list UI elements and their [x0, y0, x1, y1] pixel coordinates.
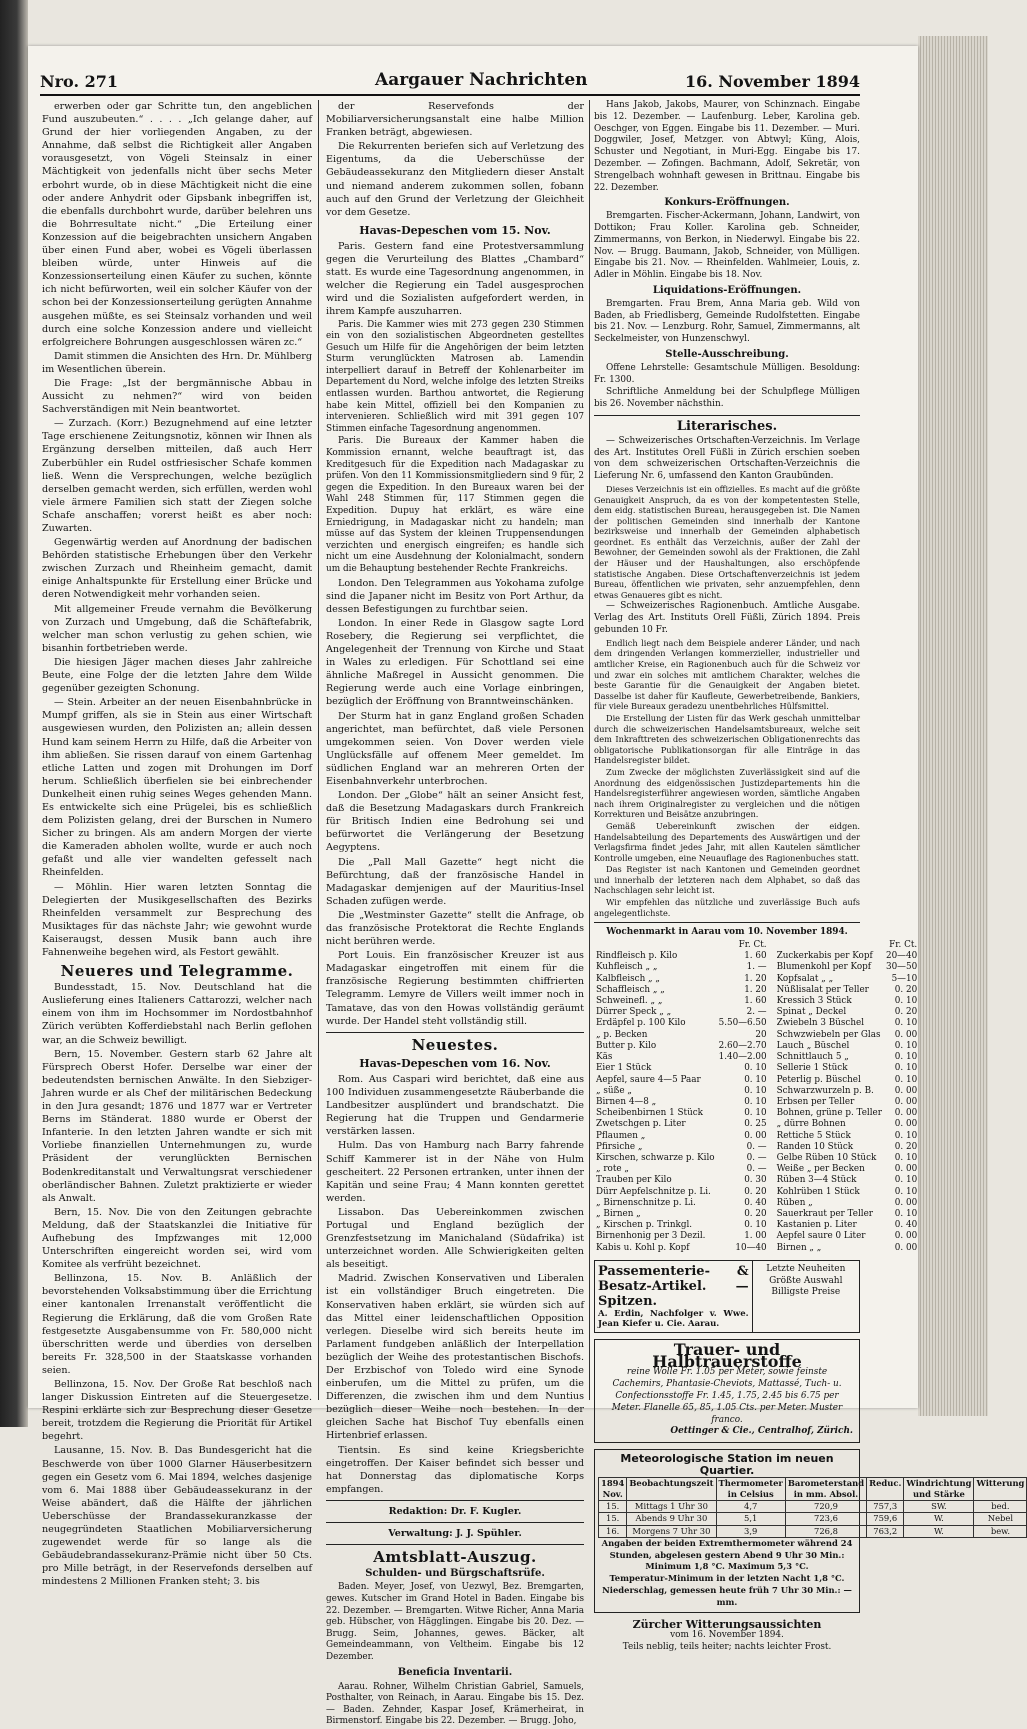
weather-cell: 5,1 [716, 1513, 785, 1525]
subsection-heading: Schulden- und Bürgschaftsrüfe. [365, 1568, 545, 1580]
article-paragraph: Bellinzona, 15. Nov. B. Anläßlich der bevorstehenden Volksabstimmung über die Errichtung einer kantonalen Irrenanstalt veröffentlicht die Regierung die Erklärung, daß die vom Großen Rate festgesetzte Ausgabensumme von Fr. 580,000 nicht überschritten werde und überdies von derselben bereits Fr. 328,500 in der Staatskasse vorhanden seien. [42, 1273, 312, 1376]
market-item: Schaffleisch „ „ [596, 984, 665, 995]
weather-note: Temperatur-Minimum in der letzten Nacht 1,8 °C. [609, 1573, 845, 1584]
market-row [775, 1041, 920, 1052]
column-1 [42, 100, 312, 1590]
market-item: Sellerie 1 Stück [776, 1063, 848, 1074]
market-price: 0. 10 [894, 1130, 918, 1141]
market-price: 0. — [746, 1152, 767, 1163]
article-paragraph: Hans Jakob, Jakobs, Maurer, von Schinznach. Eingabe bis 12. Dezember. — Laufenburg. Leber, Karolina geb. Oeschger, von Eggen. Eingabe bis 11. Dezember. — Muri. Doggwiler, Josef, Metzger. von Abtwyl; Küng, Alois, Schuster und Negotiant, in Muri-Egg. Eingabe bis 17. Dezember. — Zofingen. Bachmann, Adolf, Sekretär, von Strengelbach wohnhaft gewesen in Brittnau. Eingabe bis 22. Dezember. [594, 100, 860, 193]
market-title: Wochenmarkt in Aarau vom 10. November 1894. [606, 927, 848, 938]
book-page-edges [918, 36, 988, 1416]
article-paragraph: Hulm. Das von Hamburg nach Barry fahrende Schiff Kammerer ist in der Nähe von Hulm gescheitert. 22 Personen ertranken, unter ihnen der Kapitän und seine Frau; 4 Mann konnten gerettet werden. [326, 1140, 584, 1204]
market-price: 0. 00 [894, 1108, 918, 1119]
market-item: „ Birnenschnitze p. Li. [596, 1197, 696, 1208]
market-row [775, 1209, 920, 1220]
weather-row [599, 1525, 1027, 1537]
market-item: Weiße „ per Becken [776, 1164, 865, 1175]
market-row [594, 951, 769, 962]
article-paragraph: der Reservefonds der Mobiliarversicherungsanstalt eine halbe Million Franken beträgt, abgewiesen. [326, 101, 584, 139]
article-paragraph: Rom. Aus Caspari wird berichtet, daß eine aus 100 Individuen zusammengesetzte Räuberbande die Landbesitzer ausplündert und brandschatzt. Die Regierung hat die Truppen und Gendarmerie verstärken lassen. [326, 1073, 584, 1138]
market-item: Erdäpfel p. 100 Kilo [596, 1018, 686, 1029]
market-row [775, 1175, 920, 1186]
article-paragraph: Baden. Meyer, Josef, von Uezwyl, Bez. Bremgarten, gewes. Kutscher im Grand Hotel in Baden. Eingabe bis 22. Dezember. — Bremgarten. Witwe Richer, Anna Maria geb. Hübscher, von Hägglingen. Eingabe bis 20. Dez. — Brugg. Seim, Johannes, gewes. Bäcker, alt Gemeindeammann, von Veltheim. Eingabe bis 12 Dezember. [326, 1582, 584, 1662]
market-price: 0. 20 [894, 1007, 918, 1018]
market-price: 0. 00 [894, 1231, 918, 1242]
market-item: Butter p. Kilo [596, 1040, 657, 1051]
market-price: 0. 10 [894, 1063, 918, 1074]
section-heading: Neuestes. [411, 1035, 499, 1054]
market-item: Gelbe Rüben 10 Stück [776, 1152, 877, 1163]
market-row [594, 1097, 769, 1108]
article-paragraph: Lissabon. Das Uebereinkommen zwischen Portugal und England bezüglich der Grenzfestsetzung im Manichaland (Südafrika) ist unterzeichnet worden. Alle Schwierigkeiten gelten als beseitigt. [326, 1206, 584, 1271]
market-price: 1. 60 [744, 951, 767, 962]
article-paragraph: Bellinzona, 15. Nov. Der Große Rat beschloß nach langer Diskussion Eintreten auf die Steuergesetze. Respini erklärte sich zur Besprechung dieser Gesetze bereit, trotzdem die Regierung die Priorität für Artikel begehrt. [42, 1379, 312, 1443]
market-row [775, 1030, 920, 1041]
market-row [594, 1041, 769, 1052]
market-item: Kirschen, schwarze p. Kilo [596, 1152, 715, 1163]
market-row [775, 1164, 920, 1175]
market-item: Peterlig p. Büschel [776, 1074, 861, 1085]
article-paragraph: Die „Westminster Gazette“ stellt die Anfrage, ob das französische Protektorat die Rechte Englands nicht berühren werde. [326, 909, 584, 948]
column-rule [589, 100, 590, 1400]
market-price: 0. 10 [894, 1040, 918, 1051]
market-item: Kressich 3 Stück [776, 996, 852, 1007]
market-row [775, 1231, 920, 1242]
market-item: Pfirsiche „ [596, 1141, 643, 1152]
market-price: 0. 00 [894, 1164, 918, 1175]
market-row [775, 985, 920, 996]
weather-cell: 15. [599, 1513, 627, 1525]
market-item: Kohlrüben 1 Stück [776, 1186, 860, 1197]
market-price: 0. 20 [744, 1208, 767, 1219]
article-paragraph: Die „Pall Mall Gazette“ hegt nicht die Befürchtung, daß der französische Handel in Madagaskar demjenigen auf der Mauritius-Insel Schaden zufügen werde. [326, 856, 584, 907]
market-item: Dürr Aepfelschnitze p. Li. [596, 1186, 711, 1197]
weather-cell: 763,2 [867, 1525, 904, 1537]
market-price: 0. 10 [894, 1208, 918, 1219]
article-paragraph: Bremgarten. Frau Brem, Anna Maria geb. Wild von Baden, ab Friedlisberg, Gemeinde Rudolfstetten. Eingabe bis 21. Nov. — Lenzburg. Rohr, Samuel, Zimmermanns, alt Seckelmeister, von Hunzenschwyl. [594, 298, 860, 345]
ad-title: Trauer- und Halbtrauerstoffe [652, 1339, 802, 1371]
weather-cell: 4,7 [716, 1501, 785, 1513]
section-heading: Neueres und Telegramme. [60, 962, 294, 981]
market-price: 0. 00 [894, 1197, 918, 1208]
market-item: Sauerkraut per Teller [776, 1208, 873, 1219]
article-paragraph: — Schweizerisches Ragionenbuch. Amtliche Ausgabe. Verlag des Art. Instituts Orell Füßli, Zürich 1894. Preis gebunden 10 Fr. [594, 601, 860, 636]
market-row [594, 1164, 769, 1175]
article-paragraph: London. Der „Globe“ hält an seiner Ansicht fest, daß die Besetzung Madagaskars durch Frankreich für Britisch Indien eine Bedrohung sei und befürwortet die Verlängerung der Besetzung Aegyptens. [326, 790, 584, 854]
article-paragraph: Paris. Die Kammer wies mit 273 gegen 230 Stimmen ein von den sozialistischen Abgeordneten gestelltes Gesuch um Hilfe für die Angehörigen der beim letzten Sturm verunglückten Matrosen ab. Lamendin interpelliert darauf in Betreff der Kohlenarbeiter im Departement du Nord, welche infolge des letzten Streiks entlassen wurden. Barthou antwortet, die Regierung habe kein Mittel, offiziell bei den Kompanien zu intervenieren. Schließlich wird mit 391 gegen 107 Stimmen einfache Tagesordnung angenommen. [326, 319, 584, 434]
market-row [594, 1086, 769, 1097]
ad-firm: A. Erdin, Nachfolger v. Wwe. Jean Kiefer u. Cie. Aarau. [598, 1308, 749, 1329]
market-price: 10—40 [735, 1242, 767, 1253]
article-paragraph: Tientsin. Es sind keine Kriegsberichte eingetroffen. Der Kaiser befindet sich besser und hat Donnerstag das diplomatische Korps empfangen. [326, 1444, 584, 1495]
market-item: „ dürre Bohnen [776, 1119, 846, 1130]
market-price: 0. 10 [894, 1018, 918, 1029]
weather-head: 1894 Nov. [599, 1477, 627, 1500]
market-item: „ Birnen „ [596, 1208, 641, 1219]
market-price: 0. 10 [744, 1063, 767, 1074]
weather-row [599, 1501, 1027, 1513]
section-heading: Amtsblatt-Auszug. [373, 1548, 537, 1567]
ad-text: reine Wolle Fr. 1.05 per Meter, sowie feinste Cachemirs, Phantasie-Cheviots, Mattassé, Tuch- u. Confectionsstoffe Fr. 1.45, 1.75, 2.45 bis 6.75 per Meter. Flanelle 65, 85, 1.05 Cts. per Meter. Muster franco. [611, 1367, 843, 1425]
market-row [594, 1052, 769, 1063]
article-paragraph: Aarau. Rohner, Wilhelm Christian Gabriel, Samuels, Posthalter, von Reinach, in Aarau. Eingabe bis 15. Dez. — Baden. Zehnder, Kaspar Josef, Krämerheirat, in Birmenstorf. Eingabe bis 22. Dezember. — Brugg. Joho, [326, 1681, 584, 1727]
weather-table [598, 1477, 1027, 1538]
market-row [594, 1153, 769, 1164]
market-row [775, 1243, 920, 1254]
market-row [775, 996, 920, 1007]
weather-head: Reduc. [867, 1477, 904, 1500]
divider [326, 1522, 584, 1523]
market-item: Zuckerkabis per Kopf [776, 951, 873, 962]
subsection-heading: Konkurs-Eröffnungen. [664, 197, 790, 209]
market-price: 0. 10 [744, 1074, 767, 1085]
market-row [775, 1108, 920, 1119]
article-paragraph: Die hiesigen Jäger machen dieses Jahr zahlreiche Beute, eine Folge der die letzten Jahre dem Wilde gegenüber gezeigten Schonung. [42, 656, 312, 695]
market-item: Rindfleisch p. Kilo [596, 951, 678, 962]
article-paragraph: London. Den Telegrammen aus Yokohama zufolge sind die Japaner nicht im Besitz von Port Arthur, da dessen Befestigungen zu furchtbar seien. [326, 577, 584, 615]
market-row [594, 1131, 769, 1142]
article-paragraph: Schriftliche Anmeldung bei der Schulpflege Mülligen bis 26. November nächsthin. [594, 387, 860, 410]
market-price: 0. 00 [894, 1096, 918, 1107]
article-paragraph: — Stein. Arbeiter an der neuen Eisenbahnbrücke in Mumpf griffen, als sie in Stein aus einer Wirtschaft ausgewiesen wurden, den Polizisten an; allein dessen Hund kam seinem Herrn zu Hilfe, daß die Arbeiter von ihm abließen. Sie rissen darauf von einem Gartenhag etliche Latten und zogen mit Drohungen im Dorf herum. Schließlich überfielen sie bei einbrechender Dunkelheit einen ruhig seines Weges gehenden Mann. Es entwickelte sich eine Prügelei, bis es schließlich dem Polizisten gelang, drei der Burschen in Numero Sicher zu bringen. Als am andern Morgen der vierte die Kameraden abholen wollte, wurde er auch noch gefaßt und alle vier wandelten gefesselt nach Rheinfelden. [42, 697, 312, 879]
weather-note: Niederschlag, gemessen heute früh 7 Uhr 30 Min.: — mm. [602, 1584, 852, 1607]
weather-cell: 759,6 [867, 1513, 904, 1525]
market-price: 0. 10 [894, 1052, 918, 1063]
market-item: „ rote „ [596, 1164, 629, 1175]
market-price: 0. 40 [744, 1197, 767, 1208]
market-price: 0. 20 [894, 1141, 918, 1152]
market-price: 30—50 [885, 962, 918, 973]
market-item: Rüben 3—4 Stück [776, 1175, 857, 1186]
market-row [594, 1231, 769, 1242]
market-item: Kuhfleisch „ „ [596, 962, 658, 973]
market-row [775, 974, 920, 985]
column-3 [594, 100, 1025, 1654]
ad-line: Letzte Neuheiten [766, 1263, 846, 1274]
weather-cell: 726,8 [785, 1525, 866, 1537]
article-paragraph: Damit stimmen die Ansichten des Hrn. Dr. Mühlberg im Wesentlichen überein. [42, 350, 312, 375]
market-price: 1. — [746, 962, 767, 973]
market-row [775, 1142, 920, 1153]
market-item: Erbsen per Teller [776, 1096, 855, 1107]
market-price: 0. 20 [744, 1186, 767, 1197]
article-paragraph: erwerben oder gar Schritte tun, den angeblichen Fund auszubeuten.“ . . . . „Ich gelange daher, auf Grund der hier vorliegenden Angaben, zu der Annahme, daß selbst die Richtigkeit aller Angaben vorausgesetzt, von Vögeli Steinsalz in einer Mächtigkeit von jedenfalls nicht über sechs Meter erbohrt wurde, ob in diese Mächtigkeit nicht die eine oder andere Anhydrit oder Gipsbank inbegriffen ist, die ebenfalls durchbohrt wurde, darüber belehren uns die Bohrresultate nicht.“ „Die Erteilung einer Konzession auf die beigebrachten unsichern Angaben über einen Fund aber, wobei es Vögeli überlassen bleiben würde, unter Hinweis auf die Konzessionserteilung einen Käufer zu suchen, könnte ich nicht befürworten, weil ein solcher Käufer von der schon bei der Konzessionserteilung gerügten Annahme ausgehen müßte, es sei Steinsalz vorhanden und weil durch eine solche Konzession andere und vielleicht erfolgreichere Bohrungen ausgeschlossen wären zc.“ [42, 101, 312, 348]
divider [594, 415, 860, 416]
market-row [594, 1030, 769, 1041]
weather-cell: Morgens 7 Uhr 30 [627, 1525, 716, 1537]
market-item: Birnen 4—8 „ [596, 1096, 657, 1107]
market-row [775, 1097, 920, 1108]
market-price: 0. — [746, 1164, 767, 1175]
article-paragraph: Der Sturm hat in ganz England großen Schaden angerichtet, man befürchtet, daß viele Personen umgekommen seien. Von Dover werden viele Unglücksfälle auf offenem Meer gemeldet. Im südlichen England war an mehreren Orten der Eisenbahnverkehr unterbrochen. [326, 710, 584, 787]
divider [326, 1032, 584, 1033]
market-head: Fr. Ct. [889, 940, 918, 951]
forecast-title: Zürcher Witterungsaussichten [632, 1617, 822, 1631]
market-row [594, 1075, 769, 1086]
market-row [594, 996, 769, 1007]
market-head: Fr. Ct. [738, 940, 767, 951]
column-2 [326, 100, 584, 1729]
market-item: Kastanien p. Liter [776, 1220, 857, 1231]
market-item: „ süße „ [596, 1085, 632, 1096]
market-row [594, 985, 769, 996]
weather-head: Thermometer in Celsius [716, 1477, 785, 1500]
article-paragraph: Die Frage: „Ist der bergmännische Abbau in Aussicht zu nehmen?“ wird von beiden Sachverständigen mit Nein beantwortet. [42, 377, 312, 416]
article-paragraph: Zum Zwecke der möglichsten Zuverlässigkeit sind auf die Anordnung des eidgenössischen Justizdepartements hin die Handelsregisterführer angewiesen worden, sämtliche Angaben nach ihrem Originalregister zu vergleichen und die nötigen Korrekturen und Beisätze anzubringen. [594, 766, 860, 820]
issue-date: 16. November 1894 [684, 72, 860, 91]
market-row [775, 962, 920, 973]
market-row [594, 1007, 769, 1018]
market-price: 0. 20 [894, 984, 918, 995]
weather-cell: bed. [974, 1501, 1027, 1513]
market-item: Pflaumen „ [596, 1130, 646, 1141]
market-price: 20—40 [885, 951, 918, 962]
market-item: Lauch „ Büschel [776, 1040, 850, 1051]
article-paragraph: Gegenwärtig werden auf Anordnung der badischen Behörden statistische Erhebungen über den Verkehr zwischen Zurzach und Rheinheim gemacht, damit einige Anhaltspunkte für Erstellung einer Brücke und deren Notwendigkeit mehr vorhanden seien. [42, 537, 312, 601]
ad-line: Billigste Preise [771, 1287, 841, 1298]
article-paragraph: Wir empfehlen das nützliche und zuverlässige Buch aufs angelegentlichste. [594, 897, 860, 918]
market-row [775, 1075, 920, 1086]
weather-head: Witterung [974, 1477, 1027, 1500]
administration-line: Verwaltung: J. J. Spühler. [388, 1528, 522, 1540]
article-paragraph: — Schweizerisches Ortschaften-Verzeichnis. Im Verlage des Art. Institutes Orell Füßli in Zürich erschien soeben von dem schweizerischen Ortschaften-Verzeichnis die Lieferung Nr. 6, umfassend den Kanton Graubünden. [594, 435, 860, 482]
article-paragraph: Bern, 15. November. Gestern starb 62 Jahre alt Fürsprech Oberst Hofer. Derselbe war einer der bedeutendsten bernischen Anwälte. In den Siebziger-Jahren wurde er als Chef der militärischen Bedeckung in den Jura gesandt; 1876 und 1877 war er Vertreter Berns im Ständerat. 1880 wurde er Oberst der Infanterie. In den letzten Jahren wandte er sich mit Vorliebe finanziellen Unternehmungen zu, wurde Präsident der verunglückten Bernischen Bodenkreditanstalt und Verwaltungsrat verschiedener oberländischer Bahnen. Zuletzt praktizierte er wieder als Anwalt. [42, 1048, 312, 1204]
market-item: Nüßlisalat per Teller [776, 984, 869, 995]
market-row [775, 1086, 920, 1097]
market-item: Aepfel, saure 4—5 Paar [596, 1074, 701, 1085]
article-paragraph: Paris. Die Bureaux der Kammer haben die Kommission ernannt, welche beauftragt ist, das Kreditgesuch für die Expedition nach Madagaskar zu prüfen. Von den 11 Kommissionsmitgliedern sind 9 für, 2 gegen die Expedition. In den Bureaux waren bei der Wahl 248 Stimmen für, 117 Stimmen gegen die Expedition. Dupuy hat erklärt, es wäre eine Erniedrigung, in Madagaskar nicht zu handeln; man müsse auf das System der kleinen Truppensendungen verzichten und energisch eingreifen; es handle sich nicht um eine Ausdehnung der Kolonialmacht, sondern um die Behauptung bestehender Rechte Frankreichs. [326, 436, 584, 574]
market-item: Rüben „ [776, 1197, 813, 1208]
market-price: 0. 10 [744, 1096, 767, 1107]
market-price: 0. 10 [894, 1152, 918, 1163]
weather-title: Meteorologische Station im neuen Quartier. [620, 1452, 834, 1477]
market-item: Bohnen, grüne p. Teller [776, 1108, 882, 1119]
weather-cell: 15. [599, 1501, 627, 1513]
market-item: Schwarzwurzeln p. B. [776, 1085, 874, 1096]
weather-note: Angaben der beiden Extremthermometer während 24 Stunden, abgelesen gestern Abend 9 Uhr 30 Min.: [601, 1537, 853, 1560]
market-price: 0. 10 [894, 996, 918, 1007]
article-paragraph: Dieses Verzeichnis ist ein offizielles. Es macht auf die größte Genauigkeit Anspruch, da es von der kompetentesten Stelle, dem eidg. statistischen Bureau, herausgegeben ist. Die Namen der politischen Gemeinden sind innerhalb der Kantone bezirksweise und innerhalb der Gemeinden alphabetisch geordnet. Es enthält das Verzeichnis, außer der Zahl der Bewohner, der Gemeinden sowohl als der Fraktionen, die Zahl der Häuser und der Haushaltungen, also erschöpfende statistische Angaben. Diese Ortschaftenverzeichnis ist jedem Bureau, öffentlichen wie privaten, sehr anzuempfehlen, denn etwas Genaueres gibt es nicht. [594, 483, 860, 600]
weather-station [594, 1449, 1025, 1612]
weather-cell: 720,9 [785, 1501, 866, 1513]
market-tables [594, 940, 918, 1254]
market-price: 0. 40 [894, 1220, 918, 1231]
market-item: Eier 1 Stück [596, 1063, 652, 1074]
market-table-right [775, 940, 920, 1254]
ad-passementerie [594, 1260, 860, 1333]
weather-cell: 3,9 [716, 1525, 785, 1537]
article-paragraph: Mit allgemeiner Freude vernahm die Bevölkerung von Zurzach und Umgebung, daß die Schäftefabrik, welcher man schon verlustig zu gehen schien, wie bisanhin fortbetrieben werde. [42, 603, 312, 654]
weather-cell: Abends 9 Uhr 30 [627, 1513, 716, 1525]
market-item: Spinat „ Deckel [776, 1007, 847, 1018]
market-row [594, 1018, 769, 1029]
market-item: Käs [596, 1052, 613, 1063]
section-heading: Literarisches. [676, 418, 778, 434]
market-row [594, 1198, 769, 1209]
market-item: Zwiebeln 3 Büschel [776, 1018, 865, 1029]
weather-cell: bew. [974, 1525, 1027, 1537]
market-row [775, 1187, 920, 1198]
market-price: 0. 00 [744, 1130, 767, 1141]
article-paragraph: London. In einer Rede in Glasgow sagte Lord Rosebery, die Regierung sei verpflichtet, die Angelegenheit der Trennung von Kirche und Staat in Wales zu erledigen. Für Schottland sei eine ähnliche Maßregel in Aussicht genommen. Die Regierung werde auch eine Vorlage einbringen, bezüglich der Eröffnung von Branntweinschänken. [326, 617, 584, 708]
market-item: Birnenhonig per 3 Dezil. [596, 1231, 706, 1242]
article-paragraph: Das Register ist nach Kantonen und Gemeinden geordnet und innerhalb der letzteren nach dem Alphabet, so daß das Nachschlagen sehr leicht ist. [594, 864, 860, 896]
masthead [40, 60, 860, 96]
article-paragraph: — Möhlin. Hier waren letzten Sonntag die Delegierten der Musikgesellschaften des Bezirks Rheinfelden versammelt zur Besprechung des Musiktages für das nächste Jahr; wie gewohnt wurde Kaiseraugst, dessen Musik bann auch ihre Fahnenweihe begehen wird, als Festort gewählt. [42, 881, 312, 958]
market-item: Kalbfleisch „ „ [596, 973, 660, 984]
subsection-heading: Stelle-Ausschreibung. [665, 348, 789, 360]
article-paragraph: Gemäß Uebereinkunft zwischen der eidgen. Handelsabteilung des Departements des Auswärtigen und der Verlagsfirma findet jedes Jahr, mit allen Kautelen sämtlicher Kontrolle umgeben, eine Neuauflage des Ragionenbuches statt. [594, 820, 860, 863]
article-paragraph: Endlich liegt nach dem Beispiele anderer Länder, und nach dem dringenden Verlangen kommerzieller, industrieller und amtlicher Kreise, ein Ragionenbuch auch für die Schweiz vor und zwar ein solches mit amtlichem Charakter, welches die beste Garantie für die Genauigkeit der Angaben bietet. Dasselbe ist daher für Kaufleute, Gewerbetreibende, Bankiers, für viele Bureaux geradezu unentbehrliches Hülfsmittel. [594, 637, 860, 712]
article-paragraph: — Zurzach. (Korr.) Bezugnehmend auf eine letzter Tage erschienene Zeitungsnotiz, können wir Ihnen als Ergänzung derselben mitteilen, daß auch Herr Zuberbühler ein Rudel ostfriesischer Schafe kommen ließ. Wenn die Versprechungen, welche bezüglich derselben gemacht werden, sich erfüllen, werden wohl viele ärmere Familien sich statt der Ziegen solche Schafe anschaffen; vorerst heißt es aber noch: Zuwarten. [42, 418, 312, 534]
market-price: 5.50—6.50 [718, 1018, 767, 1029]
weather-cell: W. [904, 1525, 974, 1537]
weather-row [599, 1513, 1027, 1525]
market-item: Trauben per Kilo [596, 1175, 672, 1186]
market-price: 0. 00 [894, 1029, 918, 1040]
article-paragraph: Bremgarten. Fischer-Ackermann, Johann, Landwirt, von Dottikon; Frau Koller. Karolina geb. Schneider, Zimmermanns, von Berkon, in Niederwyl. Eingabe bis 22. Nov. — Brugg. Baumann, Jakob, Schneider, von Mülligen. Eingabe bis 21. Nov. — Rheinfelden. Wahlmeier, Louis, z. Adler in Möhlin. Eingabe bis 18. Nov. [594, 211, 860, 281]
market-row [594, 1063, 769, 1074]
market-price: 1. 20 [744, 984, 767, 995]
ad-trauerstoffe [594, 1339, 860, 1443]
market-price: 0. 00 [894, 1119, 918, 1130]
market-item: Zwetschgen p. Liter [596, 1119, 686, 1130]
weather-cell: 757,3 [867, 1501, 904, 1513]
market-price: 0. 10 [744, 1085, 767, 1096]
market-item: Kopfsalat „ „ [776, 973, 834, 984]
column-rule [318, 100, 319, 1400]
divider [594, 922, 860, 923]
market-row [594, 1220, 769, 1231]
market-price: 2. — [746, 1007, 767, 1018]
market-price: 0. 25 [744, 1119, 767, 1130]
market-row [775, 1198, 920, 1209]
market-item: Kabis u. Kohl p. Kopf [596, 1242, 690, 1253]
divider [326, 1500, 584, 1501]
market-price: 1.40—2.00 [718, 1052, 767, 1063]
article-paragraph: Die Rekurrenten beriefen sich auf Verletzung des Eigentums, da die Ueberschüsse der Gebäudeassekuranz den Mitgliedern dieser Anstalt und niemand anderem zukommen sollen, fobann auch auf den Grund der Verletzung der Gleichheit vor dem Gesetze. [326, 141, 584, 218]
market-row [594, 1175, 769, 1186]
section-heading: Havas-Depeschen vom 15. Nov. [359, 223, 551, 237]
subsection-heading: Liquidations-Eröffnungen. [652, 284, 802, 296]
market-row [775, 1007, 920, 1018]
weather-note: Minimum 1,8 °C. Maximum 5,3 °C. [645, 1561, 809, 1572]
weather-cell: 723,6 [785, 1513, 866, 1525]
ad-firm: Oettinger & Cie., Centralhof, Zürich. [670, 1426, 853, 1437]
market-table-left [594, 940, 769, 1254]
market-row [775, 1052, 920, 1063]
market-row [775, 1018, 920, 1029]
divider [326, 1544, 584, 1545]
subsection-heading: Beneficia Inventarii. [397, 1667, 513, 1679]
market-item: Schweinefl. „ „ [596, 996, 663, 1007]
market-item: „ p. Becken [596, 1029, 648, 1040]
article-paragraph: Bundesstadt, 15. Nov. Deutschland hat die Auslieferung eines Italieners Cattarozzi, welcher nach einem von ihm im Hochsommer im Nordostbahnhof Zürich verübten Kofferdiebstahl nach Berlin geflohen war, an die Schweiz bewilligt. [42, 982, 312, 1046]
market-item: Randen 10 Stück [776, 1141, 854, 1152]
market-head-blank [775, 940, 884, 951]
market-item: Aepfel saure 0 Liter [776, 1231, 866, 1242]
ad-title: Passementerie- & Besatz-Artikel. — Spitzen. [598, 1263, 749, 1309]
article-paragraph: Bern, 15. Nov. Die von den Zeitungen gebrachte Meldung, daß der Staatskanzlei die Initiative für Aufhebung des Impfzwanges mit 12,000 Unterschriften eingereicht worden sei, wird vom Komitee als verfrüht bezeichnet. [42, 1206, 312, 1271]
market-price: 0. 10 [744, 1108, 767, 1119]
weather-head: Barometerstand in mm. Absol. [785, 1477, 866, 1500]
market-item: Rettiche 5 Stück [776, 1130, 851, 1141]
article-paragraph: Madrid. Zwischen Konservativen und Liberalen ist ein vollständiger Bruch eingetreten. Die Konservativen haben erklärt, sie würden sich auf das Mittel einer leidenschaftlichen Opposition verlegen. Dieselbe wird sich bereits heute im Parlament fundgeben anläßlich der Interpellation bezüglich der Weihe des protestantischen Bischofs. Der Erzbischof von Toledo wird eine Synode einberufen, um die Mittel zu prüfen, um die Differenzen, die zwischen ihm und dem Nuntius bezüglich dieser Weihe noch bestehen. In der gleichen Sache hat Bischof Tuy ebenfalls einen Hirtenbrief erlassen. [326, 1273, 584, 1442]
market-price: 0. 10 [744, 1220, 767, 1231]
market-row [775, 1119, 920, 1130]
market-item: Schnittlauch 5 „ [776, 1052, 849, 1063]
weather-head: Windrichtung und Stärke [904, 1477, 974, 1500]
market-price: 0. — [746, 1141, 767, 1152]
market-row [775, 1153, 920, 1164]
article-paragraph: Port Louis. Ein französischer Kreuzer ist aus Madagaskar eingetroffen mit einem für die französische Regierung bestimmten chiffrierten Telegramm. Lemyre de Villers weilt immer noch in Tamatave, das von den Howas vollständig geräumt wurde. Der Handel steht vollständig still. [326, 950, 584, 1027]
market-row [775, 1220, 920, 1231]
weather-head: Beobachtungszeit [627, 1477, 716, 1500]
market-price: 1. 60 [744, 996, 767, 1007]
weather-cell: 16. [599, 1525, 627, 1537]
market-price: 2.60—2.70 [718, 1040, 767, 1051]
weather-cell: Mittags 1 Uhr 30 [627, 1501, 716, 1513]
market-head-blank [594, 940, 717, 951]
forecast-text: Teils neblig, teils heiter; nachts leichter Frost. [622, 1642, 832, 1653]
market-price: 0. 10 [894, 1186, 918, 1197]
issue-number: Nro. 271 [40, 72, 118, 91]
market-item: Scheibenbirnen 1 Stück [596, 1108, 704, 1119]
market-row [594, 1209, 769, 1220]
market-row [594, 962, 769, 973]
market-row [594, 1119, 769, 1130]
section-heading: Havas-Depeschen vom 16. Nov. [359, 1056, 551, 1070]
market-item: Dürrer Speck „ „ [596, 1007, 672, 1018]
weather-cell: W. [904, 1513, 974, 1525]
market-item: „ Kirschen p. Trinkgl. [596, 1220, 693, 1231]
article-paragraph: Lausanne, 15. Nov. B. Das Bundesgericht hat die Beschwerde von über 1000 Glarner Häuserbesitzern gegen ein Gesetz vom 6. Mai 1894, welches dasjenige vom 6. Mai 1888 über Gebäudeassekuranz in der Weise abändert, daß die Hälfte der jährlichen Ueberschüsse der Brandassekuranzkasse der neugegründeten Staatlichen Mobiliarversicherung zugewendet werde für so lange als die Gebäudebrandassekuranz-Prämie nicht über 50 Cts. pro Mille beträgt, in der Reservefonds derselben auf mindestens 2 Millionen Franken steht; 3. bis [42, 1445, 312, 1588]
market-price: 0. 10 [894, 1074, 918, 1085]
market-row [594, 1108, 769, 1119]
market-price: 1. 20 [744, 973, 767, 984]
article-paragraph: Die Erstellung der Listen für das Werk geschah unmittelbar durch die schweizerischen Handelsamtsbureaux, welche seit dem Inkrafttreten des schweizerischen Obligationenrechts das obligatorische Publikationsorgan für alle Einträge in das Handelsregister bildet. [594, 712, 860, 766]
market-item: Birnen „ „ [776, 1242, 822, 1253]
forecast-date: vom 16. November 1894. [670, 1630, 784, 1641]
market-item: Blumenkohl per Kopf [776, 962, 872, 973]
market-item: Schwzwiebeln per Glas [776, 1029, 881, 1040]
weather-cell: Nebel [974, 1513, 1027, 1525]
market-row [594, 1142, 769, 1153]
market-row [775, 951, 920, 962]
newspaper-title: Aargauer Nachrichten [375, 70, 588, 90]
ad-line: Größte Auswahl [769, 1275, 843, 1286]
market-row [594, 1187, 769, 1198]
article-paragraph: Paris. Gestern fand eine Protestversammlung gegen die Verurteilung des Blattes „Chambard“ statt. Es wurde eine Tagesordnung angenommen, in welcher die Regierung ein Tadel ausgesprochen wird und die Sozialisten aufgefordert werden, in ihrem Kampfe auszuharren. [326, 240, 584, 318]
weather-cell: SW. [904, 1501, 974, 1513]
market-price: 1. 00 [744, 1231, 767, 1242]
market-price: 5—10 [891, 973, 918, 984]
market-row [594, 1243, 769, 1254]
market-price: 0. 30 [744, 1175, 767, 1186]
market-row [775, 1131, 920, 1142]
market-price: 20 [755, 1029, 767, 1040]
market-price: 0. 10 [894, 1175, 918, 1186]
editor-line: Redaktion: Dr. F. Kugler. [388, 1505, 522, 1517]
scan-left-edge [0, 0, 28, 1427]
article-paragraph: Offene Lehrstelle: Gesamtschule Mülligen. Besoldung: Fr. 1300. [594, 362, 860, 385]
market-row [594, 974, 769, 985]
market-price: 0. 00 [894, 1242, 918, 1253]
market-row [775, 1063, 920, 1074]
market-price: 0. 00 [894, 1085, 918, 1096]
